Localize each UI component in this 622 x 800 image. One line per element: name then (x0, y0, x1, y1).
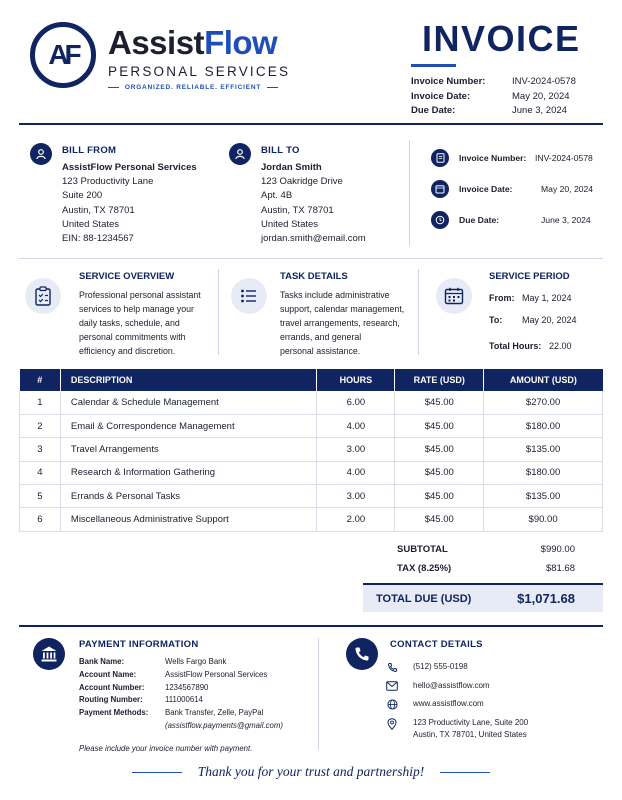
payment-note: Please include your invoice number with payment. (79, 744, 253, 753)
mail-icon (385, 680, 399, 691)
brand-name: AssistFlow (108, 24, 278, 61)
cell: 6.00 (317, 391, 395, 414)
cell: 4 (20, 461, 61, 484)
cell: $45.00 (395, 414, 484, 437)
cell: 3.00 (317, 438, 395, 461)
cell: $135.00 (484, 485, 603, 508)
invoice-meta-detail: Invoice Number: INV-2024-0578 Invoice Date: May 20, 2024 Due Date: June 3, 2024 (431, 142, 606, 235)
calendar-icon (431, 180, 449, 198)
brand-tagline: ORGANIZED. RELIABLE. EFFICIENT (108, 84, 278, 91)
bill-from-heading: BILL FROM (62, 145, 117, 156)
globe-icon (385, 698, 399, 710)
cell: $180.00 (484, 461, 603, 484)
table-row (20, 508, 603, 531)
task-details-text: Tasks include administrative support, calendar management, travel arrangements, research, errands, and general personal assistance. (280, 290, 405, 356)
cell: 5 (20, 485, 61, 508)
cell: 4.00 (317, 414, 395, 437)
payment-heading: PAYMENT INFORMATION (79, 639, 199, 650)
column-header: # (20, 369, 61, 391)
divider (19, 625, 603, 627)
cell: 3 (20, 438, 61, 461)
contact-details: (512) 555-0198 hello@assistflow.com www.assistflow.com 123 Productivity Lane, Suite 200 Austin, TX 78701, United States (385, 661, 605, 742)
cell: $45.00 (395, 508, 484, 531)
line-items-table (19, 369, 603, 532)
table-row (20, 485, 603, 508)
cell: 2 (20, 414, 61, 437)
cell: $45.00 (395, 461, 484, 484)
column-header: HOURS (317, 369, 395, 391)
person-icon (229, 143, 251, 165)
service-period-dates: From: May 1, 2024 To: May 20, 2024 Total Hours: 22.00 (489, 293, 577, 351)
table-header-row (20, 369, 603, 391)
divider (19, 123, 603, 125)
column-header: DESCRIPTION (60, 369, 317, 391)
cell: $45.00 (395, 391, 484, 414)
phone-icon (346, 638, 378, 670)
cell: 4.00 (317, 461, 395, 484)
cell: $90.00 (484, 508, 603, 531)
total-due: TOTAL DUE (USD) $1,071.68 (363, 583, 603, 612)
service-period-heading: SERVICE PERIOD (489, 271, 570, 282)
list-icon (231, 278, 267, 314)
cell: Travel Arrangements (60, 438, 317, 461)
divider (19, 258, 603, 259)
cell: 6 (20, 508, 61, 531)
cell: Email & Correspondence Management (60, 414, 317, 437)
brand-subtitle: PERSONAL SERVICES (108, 64, 291, 79)
person-icon (30, 143, 52, 165)
column-header: RATE (USD) (395, 369, 484, 391)
cell: $270.00 (484, 391, 603, 414)
divider (218, 269, 219, 355)
divider (409, 140, 410, 246)
invoice-meta: Invoice Number: INV-2024-0578 Invoice Date: May 20, 2024 Due Date: June 3, 2024 (411, 76, 576, 116)
column-header: AMOUNT (USD) (484, 369, 603, 391)
title-underline (411, 64, 456, 67)
cell: 1 (20, 391, 61, 414)
bank-icon (33, 638, 65, 670)
task-details-heading: TASK DETAILS (280, 271, 348, 282)
cell: Miscellaneous Administrative Support (60, 508, 317, 531)
cell: Errands & Personal Tasks (60, 485, 317, 508)
cell: $135.00 (484, 438, 603, 461)
contact-heading: CONTACT DETAILS (390, 639, 483, 650)
service-overview-heading: SERVICE OVERVIEW (79, 271, 175, 282)
cell: 2.00 (317, 508, 395, 531)
cell: Calendar & Schedule Management (60, 391, 317, 414)
thank-you-footer: Thank you for your trust and partnership! (0, 764, 622, 780)
clipboard-icon (25, 278, 61, 314)
cell: $45.00 (395, 485, 484, 508)
divider (318, 638, 319, 750)
service-overview-text: Professional personal assistant services to help manage your daily tasks, schedule, and personal commitments with efficiency and discretion. (79, 290, 201, 356)
calendar-icon (436, 278, 472, 314)
table-row (20, 438, 603, 461)
document-icon (431, 149, 449, 167)
payment-details: Bank Name: Wells Fargo Bank Account Name: AssistFlow Personal Services Account Number: 1234567890 Routing Number: 111000614 Payment Methods: Bank Transfer, Zelle, PayPal (assistflow.payments@gmail.com) (79, 657, 283, 730)
table-row (20, 414, 603, 437)
cell: 3.00 (317, 485, 395, 508)
table-row (20, 391, 603, 414)
logo-mark: AF (48, 39, 78, 70)
cell: $180.00 (484, 414, 603, 437)
totals: SUBTOTAL $990.00 TAX (8.25%) $81.68 (397, 544, 575, 574)
clock-icon (431, 211, 449, 229)
bill-to-heading: BILL TO (261, 145, 300, 156)
location-pin-icon (385, 717, 399, 730)
cell: Research & Information Gathering (60, 461, 317, 484)
bill-to-address: Jordan Smith 123 Oakridge Drive Apt. 4B Austin, TX 78701 United States jordan.smith@email.com (261, 162, 366, 245)
divider (418, 269, 419, 355)
phone-icon (385, 661, 399, 673)
bill-from-address: AssistFlow Personal Services 123 Productivity Lane Suite 200 Austin, TX 78701 United States EIN: 88-1234567 (62, 162, 197, 245)
cell: $45.00 (395, 438, 484, 461)
invoice-title: INVOICE (422, 18, 581, 59)
table-row (20, 461, 603, 484)
